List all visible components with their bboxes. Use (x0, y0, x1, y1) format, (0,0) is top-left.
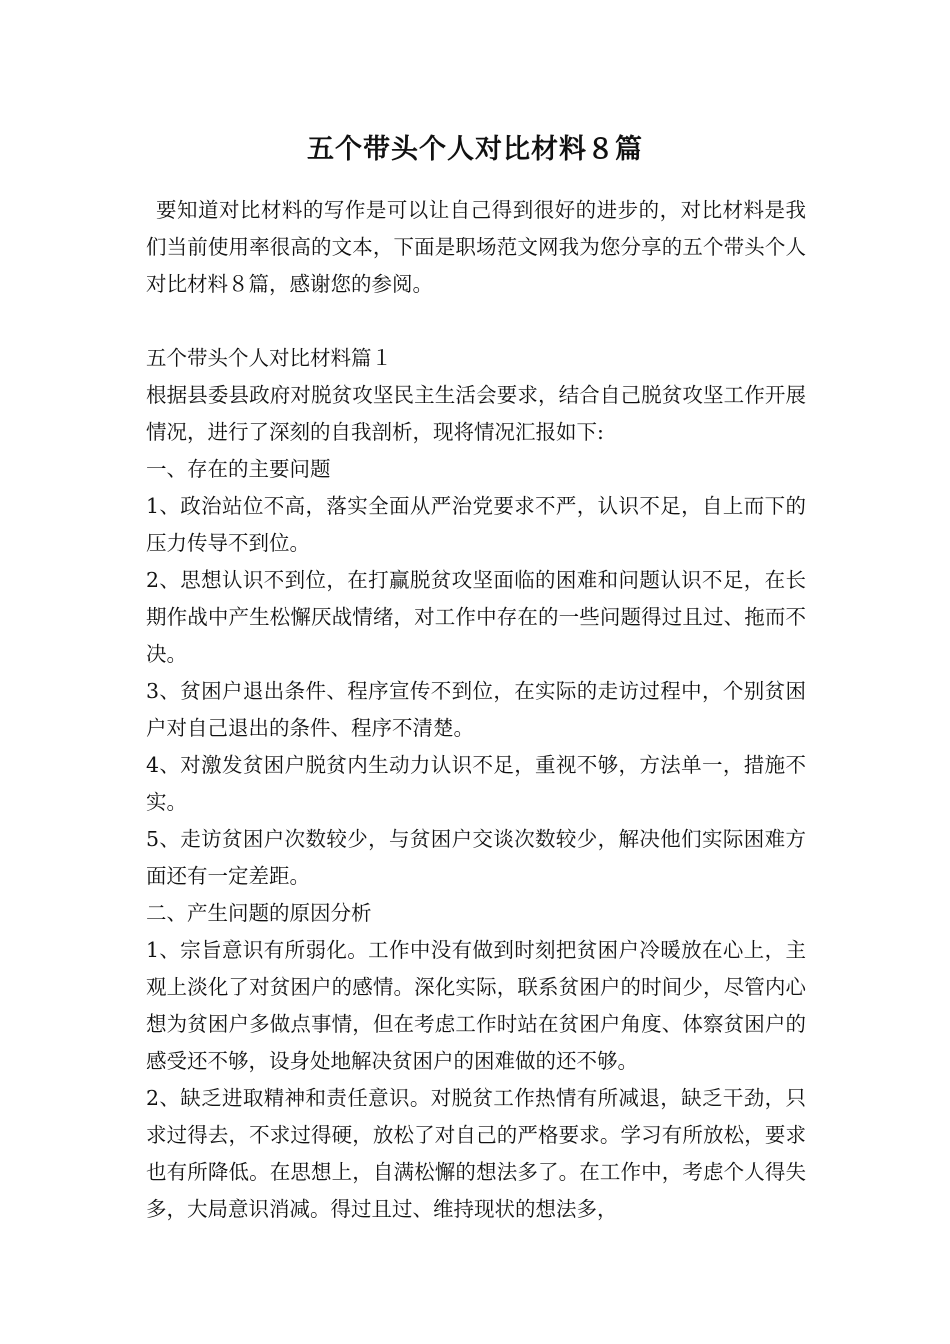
intro-paragraph: 要知道对比材料的写作是可以让自己得到很好的进步的，对比材料是我们当前使用率很高的文本，下面是职场范文网我为您分享的五个带头个人对比材料８篇，感谢您的参阅。 (146, 198, 806, 296)
body-paragraph: 3、贫困户退出条件、程序宣传不到位，在实际的走访过程中，个别贫困户对自己退出的条件、程序不清楚。 (146, 679, 806, 740)
document-title: 五个带头个人对比材料８篇 (307, 134, 643, 165)
body-paragraph: 1、宗旨意识有所弱化。工作中没有做到时刻把贫困户冷暖放在心上，主观上淡化了对贫困户的感情。深化实际，联系贫困户的时间少，尽管内心想为贫困户多做点事情，但在考虑工作时站在贫困户角度、体察贫困户的感受还不够，设身处地解决贫困户的困难做的还不够。 (146, 938, 806, 1073)
document-body (146, 192, 806, 1228)
body-paragraph: 5、走访贫困户次数较少，与贫困户交谈次数较少，解决他们实际困难方面还有一定差距。 (146, 827, 806, 888)
body-paragraph: 2、思想认识不到位，在打赢脱贫攻坚面临的困难和问题认识不足，在长期作战中产生松懈厌战情绪，对工作中存在的一些问题得过且过、拖而不决。 (146, 568, 806, 666)
body-paragraph: 4、对激发贫困户脱贫内生动力认识不足，重视不够，方法单一，措施不实。 (146, 753, 806, 814)
paragraph-spacer (146, 303, 806, 340)
section-heading: 五个带头个人对比材料篇１ (146, 346, 392, 370)
heading-cause-analysis: 二、产生问题的原因分析 (146, 901, 372, 925)
body-paragraph: 2、缺乏进取精神和责任意识。对脱贫工作热情有所减退，缺乏干劲，只求过得去，不求过得硬，放松了对自己的严格要求。学习有所放松，要求也有所降低。在思想上，自满松懈的想法多了。在工作中，考虑个人得失多，大局意识消减。得过且过、维持现状的想法多， (146, 1086, 806, 1221)
body-paragraph: 1、政治站位不高，落实全面从严治党要求不严，认识不足，自上而下的压力传导不到位。 (146, 494, 806, 555)
body-paragraph: 根据县委县政府对脱贫攻坚民主生活会要求，结合自己脱贫攻坚工作开展情况，进行了深刻的自我剖析，现将情况汇报如下: (146, 383, 806, 444)
heading-main-problems: 一、存在的主要问题 (146, 457, 331, 481)
